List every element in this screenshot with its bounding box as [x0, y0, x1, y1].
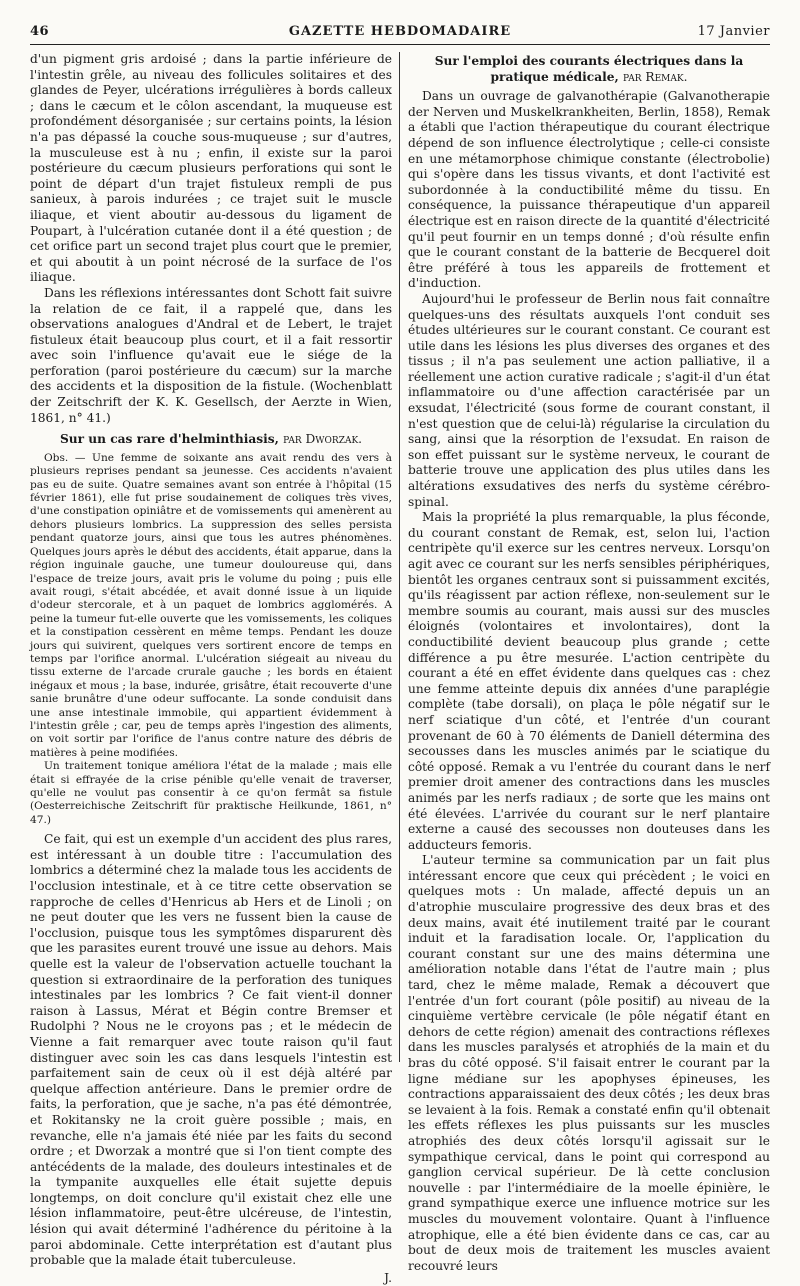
signature: J.: [384, 1270, 392, 1285]
article-author: par Dworzak.: [283, 432, 363, 447]
left-column: [30, 52, 392, 1285]
article-heading: [408, 54, 770, 85]
paragraph: Dans les réflexions intéressantes dont Schott fait suivre la relation de ce fait, il a rappelé que, dans les observations analogues d'Andral et de Lebert, le trajet fistuleux était beaucoup plus court, et il a fait ressortir avec soin l'influence qu'avait eue le siége de la perforation (paroi postérieure du cæcum) sur la marche des accidents et la disposition de la fistule. (Wochenblatt der Zeitschrift der K. K. Gesellsch, der Aerzte in Wien, 1861, n° 41.): [30, 285, 392, 425]
observation-text: Un traitement tonique améliora l'état de la malade ; mais elle était si effrayée de la crise pénible qu'elle venait de traverser, qu'elle ne voulut pas consentir à ce qu'on fermât sa fistule (Oesterreichische Zeitschrift für praktische Heilkunde, 1861, n° 47.): [30, 760, 392, 826]
paragraph: Aujourd'hui le professeur de Berlin nous fait connaître quelques-uns des résultats auxquels l'ont conduit ses études ultérieures sur le courant constant. Ce courant est utile dans les lésions les plus diverses des organes et des tissus ; il n'a pas seulement une action palliative, il a réellement une action curative radicale ; s'agit-il d'un état inflammatoire ou d'une affection caractérisée par un exsudat, l'électricité (sous forme de courant constant, il n'est question que de celui-là) régularise la circulation du sang, ainsi que la résorption de l'exsudat. En raison de son effet puissant sur le système nerveux, le courant de batterie trouve une application des plus utiles dans les altérations exsudatives des nerfs du système cérébro-spinal.: [408, 291, 770, 509]
paragraph: Dans un ouvrage de galvanothérapie (Galvanotherapie der Nerven und Muskelkrankheiten, Berlin, 1858), Remak a établi que l'action thérapeutique du courant électrique dépend de son influence électrolytique ; celle-ci consiste en une métamorphose chimique constante (électrobolie) qui s'opère dans les tissus vivants, et dont l'activité est subordonnée à la conductibilité même du tissu. En conséquence, la puissance thérapeutique d'un appareil électrique est en raison directe de la quantité d'électricité qu'il peut fournir en un temps donné ; d'où résulte enfin que le courant constant de la batterie de Becquerel doit être préféré à tous les appareils de frottement et d'induction.: [408, 89, 770, 291]
issue-date: 17 Janvier: [697, 24, 770, 39]
right-column: [408, 52, 770, 1273]
article-heading: [30, 432, 392, 448]
page-number: 46: [30, 24, 50, 39]
running-header: [30, 22, 770, 45]
paragraph: Mais la propriété la plus remarquable, la plus féconde, du courant constant de Remak, est, selon lui, l'action centripète qu'il exerce sur les centres nerveux. Lorsqu'on agit avec ce courant sur les nerfs sensibles périphériques, bientôt les organes centraux sont si puissamment excités, qu'ils réagissent par action réflexe, non-seulement sur le membre soumis au courant, mais aussi sur des muscles éloignés (volontaires et involontaires), dont la conductibilité devient beaucoup plus grande ; cette différence a pu être mesurée. L'action centripète du courant a été en effet évidente dans quelques cas : chez une femme atteinte depuis dix années d'une paraplégie complète (tabe dorsali), on plaça le pôle négatif sur le nerf sciatique d'un côté, et l'entrée d'un courant provenant de 60 à 70 éléments de Daniell détermina des secousses dans les muscles animés par le sciatique du côté opposé. Remak a vu l'entrée du courant dans le nerf premier droit amener des contractions dans les muscles animés par les nerfs radiaux ; de sorte que les mains ont été élevées. L'arrivée du courant sur le nerf plantaire externe a causé des secousses non douteuses dans les adducteurs femoris.: [408, 510, 770, 852]
paragraph: Ce fait, qui est un exemple d'un accident des plus rares, est intéressant à un double titre : l'accumulation des lombrics a déterminé chez la malade tous les accidents de l'occlusion intestinale, et à ce titre cette observation se rapproche de celles d'Henricus ab Hers et de Linoli ; on ne peut douter que les vers ne fussent bien la cause de l'occlusion, puisque tous les symptômes disparurent dès que les parasites eurent trouvé une issue au dehors. Mais quelle est la valeur de l'observation actuelle touchant la question si extraordinaire de la perforation des tuniques intestinales par les lombrics ? Ce fait vient-il donner raison à Lassus, Mérat et Bégin contre Bremser et Rudolphi ? Nous ne le croyons pas ; et le médecin de Vienne a fait remarquer avec toute raison qu'il faut distinguer avec soin les cas dans lesquels l'intestin est parfaitement sain de ceux où il est déjà altéré par quelque affection antérieure. Dans le premier ordre de faits, la perforation, que je sache, n'a pas été démontrée, et Rokitansky ne la croit guère possible ; mais, en revanche, elle n'a jamais été niée par les faits du second ordre ; et Dworzak a montré que si l'on tient compte des antécédents de la malade, des douleurs intestinales et de la tympanite auxquelles elle était sujette depuis longtemps, on doit conclure qu'il existait chez elle une lésion inflammatoire, peut-être ulcéreuse, de l'intestin, lésion qui avait déterminé l'adhérence du péritoine à la paroi abdominale. Cette interprétation est d'autant plus probable que la malade était tuberculeuse.: [30, 832, 392, 1268]
journal-title: GAZETTE HEBDOMADAIRE: [288, 24, 512, 39]
article-title: Sur l'emploi des courants électriques dans la pratique médicale,: [434, 54, 744, 84]
article-title: Sur un cas rare d'helminthiasis,: [59, 432, 279, 447]
observation-text: Obs. — Une femme de soixante ans avait rendu des vers à plusieurs reprises pendant sa jeunesse. Ces accidents n'avaient pas eu de suite. Quatre semaines avant son entrée à l'hôpital (15 février 1861), elle fut prise soudainement de coliques très vives, d'une constipation opiniâtre et de vomissements qui amenèrent au dehors plusieurs lombrics. La suppression des selles persista pendant quatorze jours, ainsi que tous les autres phénomènes. Quelques jours après le début des accidents, était apparue, dans la région inguinale gauche, une tumeur douloureuse qui, dans l'espace de treize jours, avait pris le volume du poing ; puis elle avait rougi, s'était abcédée, et avait donné issue à un liquide d'odeur stercorale, et à un paquet de lombrics agglomérés. A peine la tumeur fut-elle ouverte que les vomissements, les coliques et la constipation cessèrent en même temps. Pendant les douze jours qui suivirent, quelques vers sortirent encore de temps en temps par l'orifice anormal. L'ulcération siégeait au niveau du tissu externe de l'arcade crurale gauche ; les bords en étaient inégaux et mous ; la base, indurée, grisâtre, était recouverte d'une sanie brunâtre d'une odeur suffocante. La sonde conduisit dans une anse intestinale immobile, qui appartient évidemment à l'intestin grêle ; car, peu de temps après l'ingestion des aliments, on voit sortir par l'orifice de l'anus contre nature des débris de matières à peine modifiées.: [30, 451, 392, 759]
article-author: par Remak.: [623, 69, 688, 84]
paragraph: d'un pigment gris ardoisé ; dans la partie inférieure de l'intestin grêle, au niveau des follicules solitaires et des glandes de Peyer, ulcérations irrégulières à bords calleux ; dans le cæcum et le côlon ascendant, la muqueuse est profondément désorganisée ; sur certains points, la lésion n'a pas dépassé la couche sous-muqueuse ; sur d'autres, la musculeuse est à nu ; enfin, il existe sur la paroi postérieure du cæcum plusieurs perforations qui sont le point de départ d'un trajet fistuleux rempli de pus sanieux, à parois indurées ; ce trajet suit le muscle iliaque, et vient aboutir au-dessous du ligament de Poupart, à l'ulcération cutanée dont il a été question ; de cet orifice part un second trajet plus court que le premier, et qui aboutit à un point nécrosé de la surface de l'os iliaque.: [30, 52, 392, 285]
column-divider: [399, 52, 400, 1062]
paragraph: L'auteur termine sa communication par un fait plus intéressant encore que ceux qui précèdent ; le voici en quelques mots : Un malade, affecté depuis un an d'atrophie musculaire progressive des deux bras et des deux mains, avait été inutilement traité par le courant induit et la faradisation locale. Or, l'application du courant constant sur une des mains détermina une amélioration notable dans l'état de l'autre main ; plus tard, chez le même malade, Remak a découvert que l'entrée d'un fort courant (pôle positif) au niveau de la cinquième vertèbre cervicale (le pôle négatif étant en dehors de cette région) amenait des contractions réflexes dans les muscles paralysés et atrophiés de la main et du bras du côté opposé. S'il faisait entrer le courant par la ligne médiane sur les apophyses épineuses, les contractions apparaissaient des deux côtés ; les deux bras se levaient à la fois. Remak a constaté enfin qu'il obtenait les effets réflexes les plus puissants sur les muscles atrophiés des deux côtés lorsqu'il agissait sur le sympathique cervical, dans le point qui correspond au ganglion cervical supérieur. De là cette conclusion nouvelle : par l'intermédiaire de la moelle épinière, le grand sympathique exerce une influence motrice sur les muscles du mouvement volontaire. Quant à l'influence atrophique, elle a été bien évidente dans ce cas, car au bout de deux mois de traitement les muscles avaient recouvré leurs: [408, 853, 770, 1273]
